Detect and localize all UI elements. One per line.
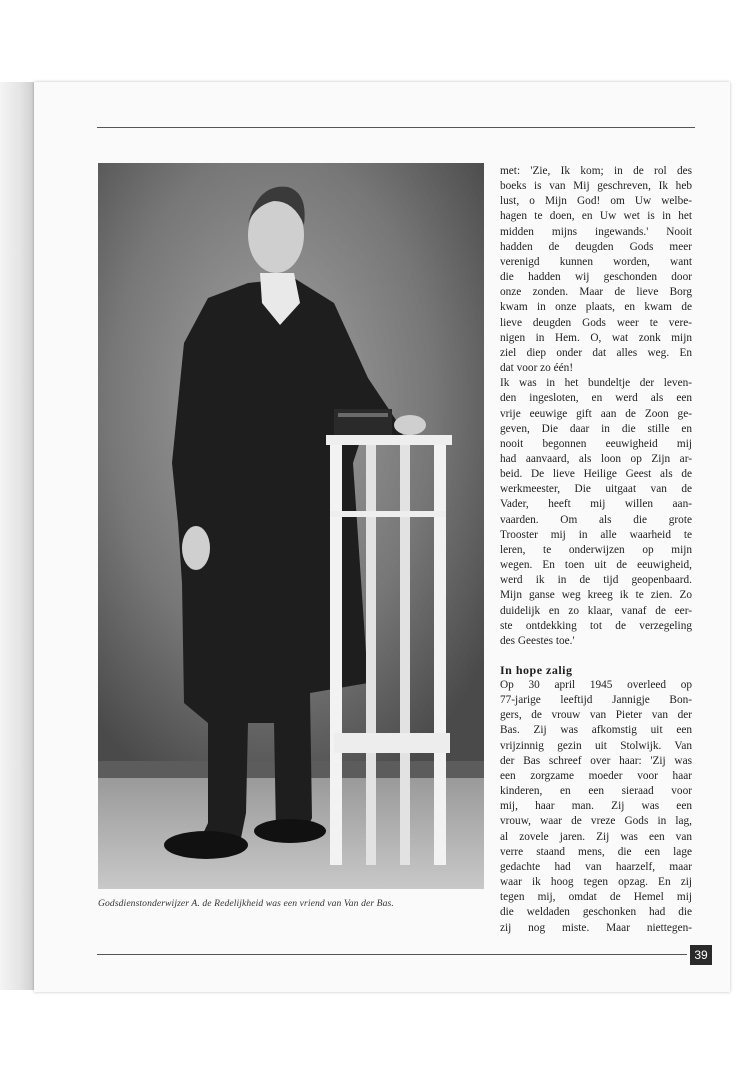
text-line: boeks is van Mij geschreven, Ik heb xyxy=(500,180,692,193)
text-line: des Geestes toe.' xyxy=(500,634,575,647)
text-line: 77-jarige leeftijd Jannigje Bon- xyxy=(500,694,692,707)
text-line: nooit begonnen eeuwigheid mij xyxy=(500,437,692,450)
text-line: der Bas schreef over haar: 'Zij was xyxy=(500,754,692,767)
text-line: vrijzinnig gezin uit Stolwijk. Van xyxy=(500,739,692,752)
text-line: ste ontdekking tot de verzegeling xyxy=(500,619,692,632)
text-line: gers, de vrouw van Pieter van der xyxy=(500,709,692,722)
text-line: vrouw, waar de vreze Gods in lag, xyxy=(500,815,692,828)
text-line: Op 30 april 1945 overleed op xyxy=(500,679,692,691)
text-line: hagen te doen, en Uw wet is in het xyxy=(500,210,692,223)
text-line: onze zonden. Maar de lieve Borg xyxy=(500,286,692,299)
text-line: Ik was in het bundeltje der leven- xyxy=(500,377,692,390)
text-line: werkmeester, Die uitgaat van de xyxy=(500,483,692,496)
text-line: den ingesloten, en werd als een xyxy=(500,392,692,405)
text-line: wegen. En toen uit de eeuwigheid, xyxy=(500,559,692,572)
paragraph xyxy=(500,376,692,649)
text-line: vaarden. Om als die grote xyxy=(500,513,692,526)
text-line: gedachte had van haarzelf, maar xyxy=(500,860,692,873)
text-line: verenigd kunnen worden, want xyxy=(500,255,692,268)
section-heading: In hope zalig xyxy=(500,663,573,677)
text-line: nigen in Hem. O, wat zonk mijn xyxy=(500,331,692,344)
portrait-photo xyxy=(98,163,484,889)
paragraph xyxy=(500,164,692,376)
text-line: had aanvaard, als loon op Zijn ar- xyxy=(500,452,692,465)
text-line: dat voor zo één! xyxy=(500,362,574,375)
text-line: tegen mij, omdat de Hemel mij xyxy=(500,891,692,904)
text-line: kwam in onze plaats, en kwam de xyxy=(500,301,692,314)
text-line: lieve deugden Gods weer te vere- xyxy=(500,316,692,329)
text-line: kinderen, en een sieraad voor xyxy=(500,785,692,798)
article-column xyxy=(500,164,692,936)
text-line: geven, Die daar in die stille en xyxy=(500,422,692,435)
text-line: vrije eeuwige gift aan de Zoon ge- xyxy=(500,407,692,420)
photo-caption: Godsdienstonderwijzer A. de Redelijkheid was een vriend van Van der Bas. xyxy=(98,898,394,909)
text-line: hadden de deugden Gods meer xyxy=(500,240,692,253)
page-number: 39 xyxy=(690,945,712,965)
text-line: verre staand mens, die een lage xyxy=(500,845,692,858)
book-spine-shadow xyxy=(0,82,34,990)
text-line: Bas. Zij was afkomstig uit een xyxy=(500,724,692,737)
text-line: leren, te onderwijzen op mijn xyxy=(500,543,692,556)
top-rule xyxy=(97,127,695,128)
portrait-illustration xyxy=(98,163,484,889)
text-line: die weldaden geschonken had die xyxy=(500,906,692,919)
text-line: die hadden wij geschonden door xyxy=(500,271,692,284)
text-line: mij, haar man. Zij was een xyxy=(500,800,692,813)
text-line: lust, o Mijn God! om Uw welbe- xyxy=(500,195,692,208)
text-line: al zovele jaren. Zij was een van xyxy=(500,830,692,843)
text-line: beid. De lieve Heilige Geest als de xyxy=(500,468,692,481)
text-line: duidelijk en zo klaar, vanaf de eer- xyxy=(500,604,692,617)
text-line: een zorgzame moeder voor haar xyxy=(500,769,692,782)
bottom-rule xyxy=(97,954,687,955)
text-line: Trooster mij in alle waarheid te xyxy=(500,528,692,541)
text-line: midden mijns ingewands.' Nooit xyxy=(500,225,692,238)
text-line: Mijn ganse weg kreeg ik te zien. Zo xyxy=(500,589,692,602)
text-line: zij nog miste. Maar niettegen- xyxy=(500,921,692,934)
text-line: waar ik hoog tegen opzag. En zij xyxy=(500,876,692,889)
paragraph xyxy=(500,678,692,936)
text-line: Vader, heeft mij willen aan- xyxy=(500,498,692,511)
text-line: met: 'Zie, Ik kom; in de rol des xyxy=(500,165,692,177)
text-line: ziel diep onder dat alles weg. En xyxy=(500,346,692,359)
text-line: werd ik in de tijd geopenbaard. xyxy=(500,574,692,587)
